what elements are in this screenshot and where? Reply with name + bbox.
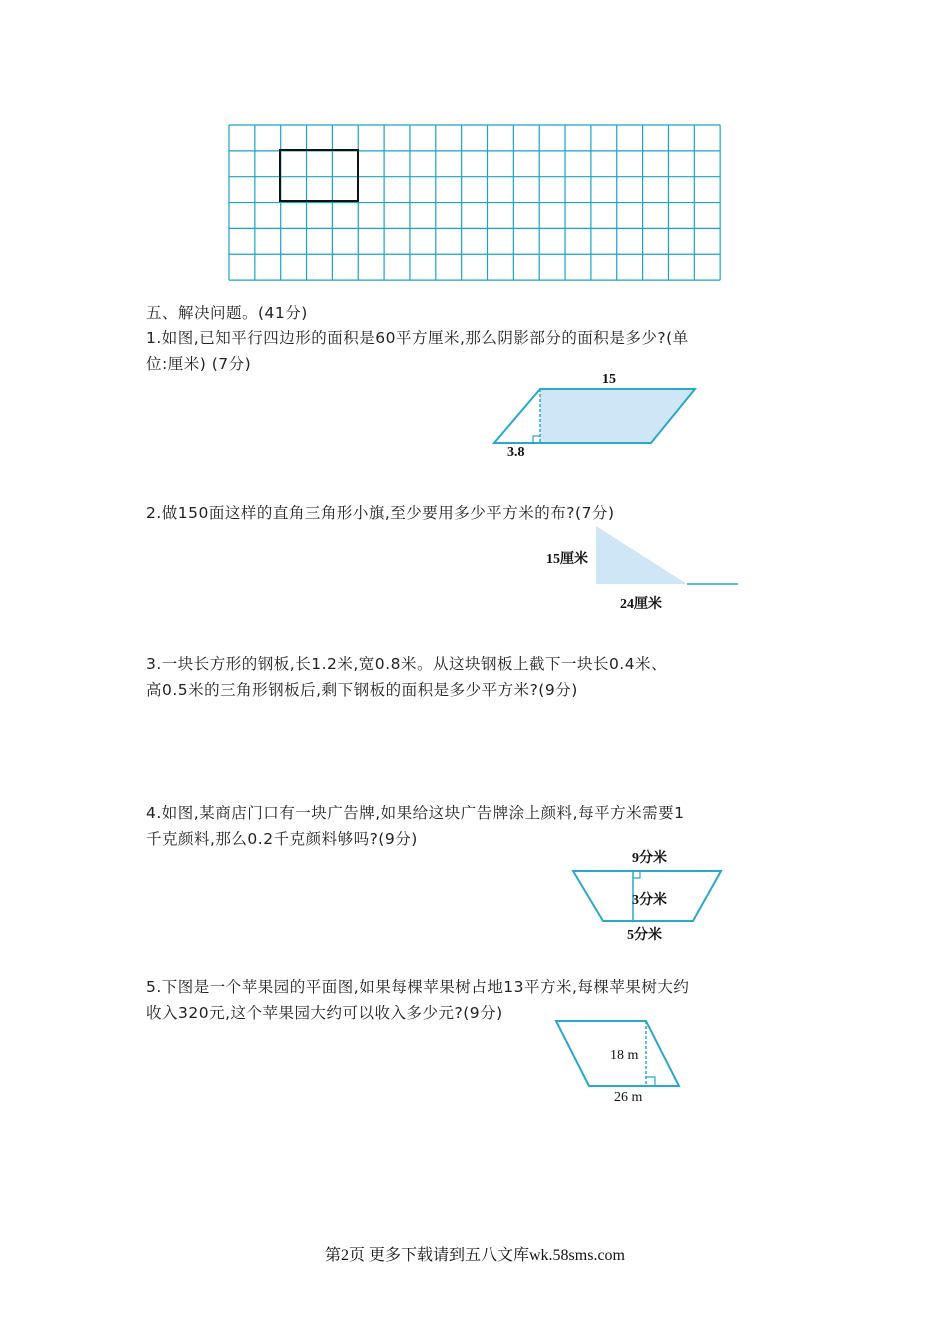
problem-4-line-1: 4.如图,某商店门口有一块广告牌,如果给这块广告牌涂上颜料,每平方米需要1 <box>146 804 685 822</box>
label-base-24cm: 24厘米 <box>620 597 662 612</box>
label-bottom-5dm: 5分米 <box>627 928 662 943</box>
problem-4-line-2: 千克颜料,那么0.2千克颜料够吗?(9分) <box>146 830 418 848</box>
problem-5-line-1: 5.下图是一个苹果园的平面图,如果每棵苹果树占地13平方米,每棵苹果树大约 <box>146 978 690 996</box>
problem-2-line-1: 2.做150面这样的直角三角形小旗,至少要用多少平方米的布?(7分) <box>146 504 615 522</box>
label-height-18m: 18 m <box>610 1048 639 1063</box>
problem-1-line-1: 1.如图,已知平行四边形的面积是60平方厘米,那么阴影部分的面积是多少?(单 <box>146 329 689 347</box>
label-base-26m: 26 m <box>614 1090 643 1105</box>
right-angle-mark <box>646 1077 655 1086</box>
label-height-3dm: 3分米 <box>632 893 667 908</box>
label-top-15: 15 <box>602 372 616 387</box>
page-footer: 第2页 更多下载请到五八文库wk.58sms.com <box>324 1247 625 1264</box>
label-base-3-8: 3.8 <box>507 445 525 460</box>
section-heading: 五、解决问题。(41分) <box>146 304 308 322</box>
problem-5-line-2: 收入320元,这个苹果园大约可以收入多少元?(9分) <box>146 1004 503 1022</box>
problem-3-line-1: 3.一块长方形的钢板,长1.2米,宽0.8米。从这块钢板上截下一块长0.4米、 <box>146 655 668 673</box>
problem-1-line-2: 位:厘米) (7分) <box>146 355 252 373</box>
problem-3-line-2: 高0.5米的三角形钢板后,剩下钢板的面积是多少平方米?(9分) <box>146 681 578 699</box>
label-top-9dm: 9分米 <box>632 851 667 866</box>
label-height-15cm: 15厘米 <box>546 552 588 567</box>
